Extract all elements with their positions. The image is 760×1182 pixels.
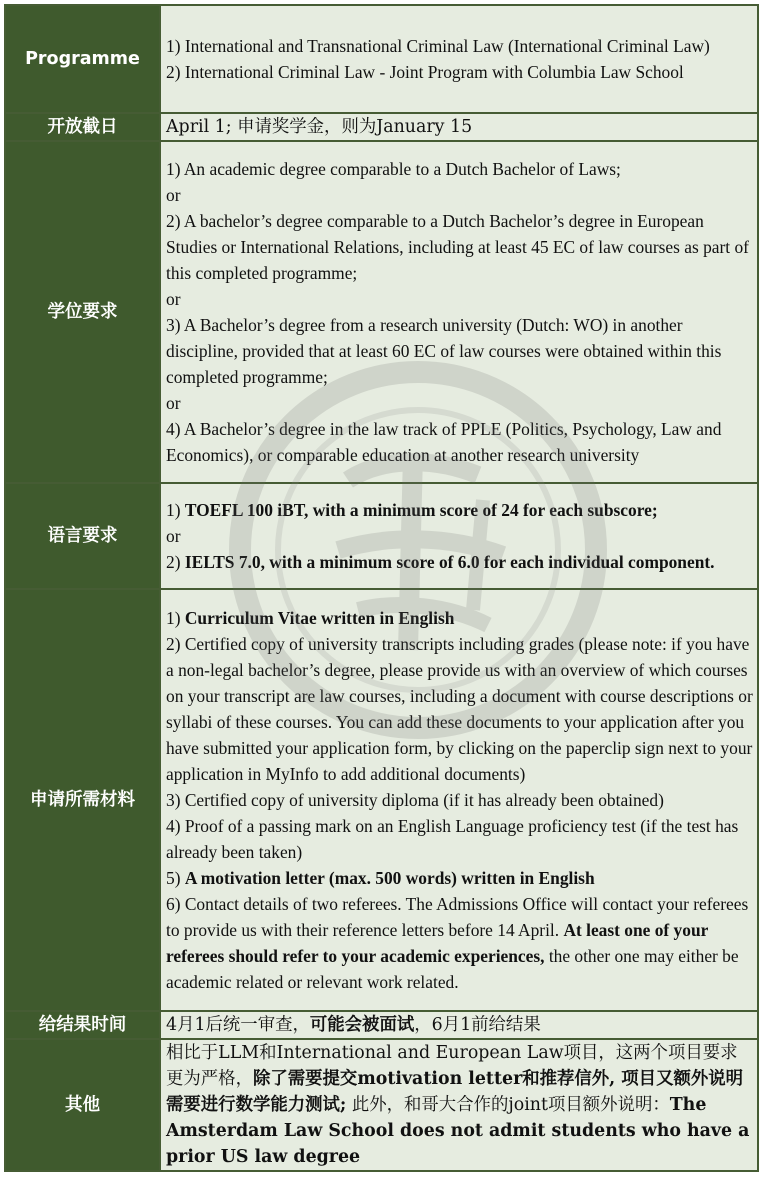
row-content-other: 相比于LLM和International and European Law项目，这两个项目要求更为严格，除了需要提交motivation letter和推荐信外, 项目又额外说明需要进行数学能力测试; 此外，和哥大合作的joint项目额外说明：The Amsterdam Law School does not admit students who have a prior US law degree [160, 1039, 758, 1171]
language-item-2: 2) IELTS 7.0, with a minimum score of 6.0 for each individual component. [166, 552, 715, 572]
material-item-5: 5) A motivation letter (max. 500 words) written in English [166, 868, 595, 888]
degree-or-1: or [166, 185, 181, 205]
programme-line-2: 2) International Criminal Law - Joint Program with Columbia Law School [166, 62, 684, 82]
motivation-letter-requirement: A motivation letter (max. 500 words) written in English [184, 868, 595, 888]
degree-item-2: 2) A bachelor’s degree comparable to a Dutch Bachelor’s degree in European Studies or International Relations, including at least 45 EC of law courses as part of this completed programme; [166, 211, 749, 283]
row-content-language [160, 483, 758, 589]
row-label-result-time: 给结果时间 [5, 1011, 160, 1039]
row-content-deadline [160, 113, 758, 141]
table-row-result-time [5, 1011, 758, 1039]
programme-info-table [4, 4, 759, 1172]
table-row-degree [5, 141, 758, 483]
math-test-note: 除了需要提交motivation letter和推荐信外, 项目又额外说明需要进行数学能力测试; [166, 1069, 744, 1115]
material-item-1: 1) Curriculum Vitae written in English [166, 608, 455, 628]
degree-item-3: 3) A Bachelor’s degree from a research university (Dutch: WO) in another discipline, provided that at least 60 EC of law courses were obtained within this completed programme; [166, 315, 722, 387]
row-label-programme: Programme [5, 5, 160, 113]
table-row-language [5, 483, 758, 589]
row-content-degree [160, 141, 758, 483]
row-label-degree: 学位要求 [5, 141, 160, 483]
row-label-materials: 申请所需材料 [5, 589, 160, 1011]
material-item-4: 4) Proof of a passing mark on an English Language proficiency test (if the test has already been taken) [166, 816, 739, 862]
table-row-deadline [5, 113, 758, 141]
cv-requirement: Curriculum Vitae written in English [184, 608, 455, 628]
material-item-2: 2) Certified copy of university transcripts including grades (please note: if you have a non-legal bachelor’s degree, please provide us with an overview of which courses on your transcript are law courses, including a document with course descriptions or syllabi of these courses. You can add these documents to your application after you have submitted your application form, by clicking on the paperclip sign next to your application in MyInfo to add additional documents) [166, 634, 753, 784]
table-row-programme [5, 5, 758, 113]
degree-or-3: or [166, 393, 181, 413]
row-label-deadline: 开放截日 [5, 113, 160, 141]
material-item-3: 3) Certified copy of university diploma (if it has already been obtained) [166, 790, 664, 810]
row-content-result-time: 4月1后统一审查，可能会被面试，6月1前给结果 [160, 1011, 758, 1039]
degree-item-4: 4) A Bachelor’s degree in the law track of PPLE (Politics, Psychology, Law and Economics), or comparable education at another research university [166, 419, 722, 465]
material-item-6: 6) Contact details of two referees. The Admissions Office will contact your referees to provide us with their reference letters before 14 April. At least one of your referees should refer to your academic experiences, the other one may either be academic related or relevant work related. [166, 894, 749, 992]
referee-requirement: At least one of your referees should refer to your academic experiences, [166, 920, 709, 966]
degree-or-2: or [166, 289, 181, 309]
row-content-programme [160, 5, 758, 113]
degree-item-1: 1) An academic degree comparable to a Dutch Bachelor of Laws; [166, 159, 621, 179]
table-row-materials [5, 589, 758, 1011]
row-label-other: 其他 [5, 1039, 160, 1171]
us-law-degree-note: The Amsterdam Law School does not admit students who have a prior US law degree [166, 1095, 750, 1167]
language-or: or [166, 526, 181, 546]
language-item-1: 1) TOEFL 100 iBT, with a minimum score of 24 for each subscore; [166, 500, 658, 520]
table-row-other [5, 1039, 758, 1171]
row-label-language: 语言要求 [5, 483, 160, 589]
interview-note: 可能会被面试 [309, 1015, 415, 1035]
toefl-requirement: TOEFL 100 iBT, with a minimum score of 24 for each subscore; [184, 500, 658, 520]
row-content-materials [160, 589, 758, 1011]
deadline-text: April 1; 申请奖学金，则为January 15 [166, 117, 473, 137]
programme-line-1: 1) International and Transnational Criminal Law (International Criminal Law) [166, 36, 710, 56]
ielts-requirement: IELTS 7.0, with a minimum score of 6.0 for each individual component. [184, 552, 715, 572]
